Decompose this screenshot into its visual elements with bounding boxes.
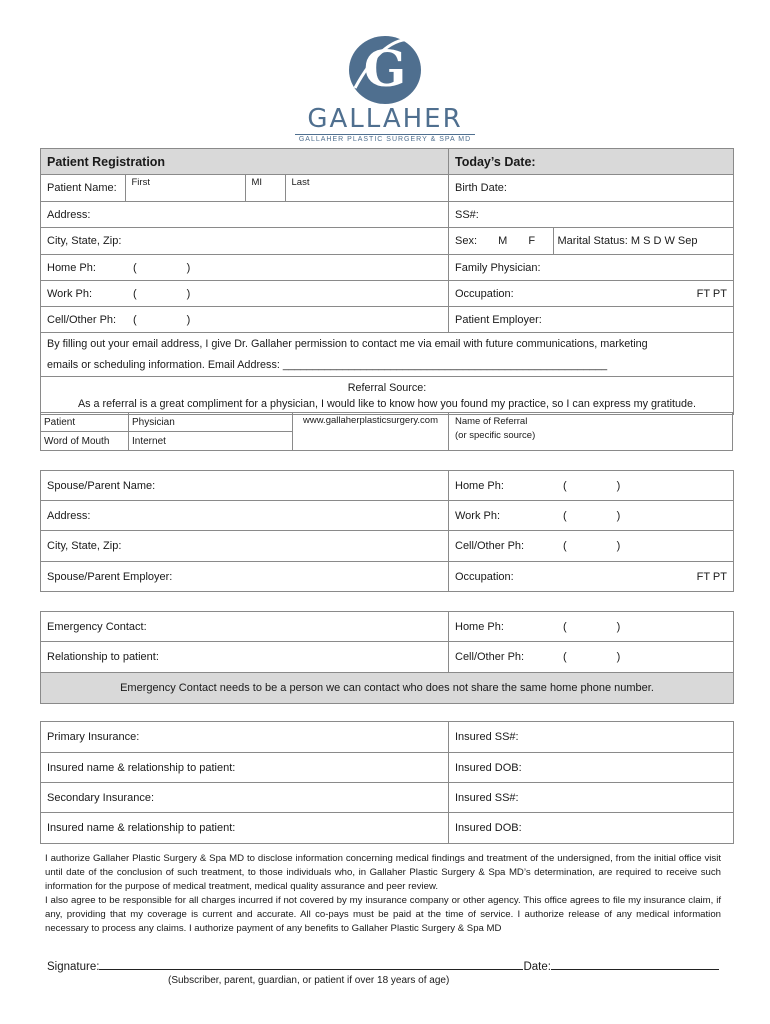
- referral-option-patient[interactable]: Patient: [41, 413, 129, 432]
- referral-title: Referral Source:: [347, 381, 427, 394]
- insurance-table: [40, 721, 734, 844]
- gallaher-g-icon: [345, 28, 425, 108]
- spouse-occupation-field[interactable]: Occupation: FT PT: [449, 562, 734, 592]
- emergency-cell-phone-field[interactable]: Cell/Other Ph: ( ): [449, 642, 734, 673]
- referral-option-internet[interactable]: Internet: [129, 432, 293, 451]
- referral-option-word-of-mouth[interactable]: Word of Mouth: [41, 432, 129, 451]
- emergency-note: Emergency Contact needs to be a person we can contact who does not share the same home phone number.: [41, 673, 734, 704]
- insured-dob-2-field[interactable]: Insured DOB:: [449, 813, 734, 844]
- emergency-home-phone-field[interactable]: Home Ph: ( ): [449, 612, 734, 642]
- city-state-zip-field[interactable]: City, State, Zip:: [41, 228, 449, 255]
- first-name-field[interactable]: First: [125, 175, 245, 201]
- emergency-contact-table: [40, 611, 734, 704]
- ss-field[interactable]: SS#:: [449, 202, 734, 228]
- spouse-ft-pt-option[interactable]: FT PT: [696, 570, 727, 583]
- sex-field[interactable]: Sex: M F: [449, 228, 553, 254]
- signature-date-line[interactable]: [551, 958, 719, 970]
- insured-ss-1-field[interactable]: Insured SS#:: [449, 722, 734, 753]
- cell-phone-field[interactable]: Cell/Other Ph: ( ): [41, 307, 449, 333]
- sex-marital-row: [449, 228, 734, 255]
- email-address-field[interactable]: emails or scheduling information. Email Address: ______________________________________________________: [47, 358, 608, 371]
- referral-subtitle: As a referral is a great compliment for a physician, I would like to know how you found my practice, so I can express my gratitude.: [77, 397, 697, 410]
- todays-date-field[interactable]: Today’s Date:: [449, 149, 734, 175]
- ft-pt-option[interactable]: FT PT: [696, 287, 727, 300]
- secondary-insurance-field[interactable]: Secondary Insurance:: [41, 783, 449, 813]
- family-physician-field[interactable]: Family Physician:: [449, 255, 734, 281]
- patient-name-label: Patient Name:: [47, 182, 117, 194]
- signature-line[interactable]: [99, 958, 523, 970]
- authorization-paragraph-2: I also agree to be responsible for all charges incurred if not covered by my insurance company or other agency. This office agrees to file my insurance claim, if any, providing that my coverage is current and accurate. All co-pays must be paid at the time of service. I authorize release of any medical information necessary to process any claims. I authorize payment of any benefits to Gallaher Plastic Surgery & Spa MD: [45, 895, 721, 934]
- insured-name-2-field[interactable]: Insured name & relationship to patient:: [41, 813, 449, 844]
- svg-text:G: G: [363, 39, 407, 98]
- brand-name: GALLAHER: [307, 104, 463, 134]
- work-phone-field[interactable]: Work Ph: ( ): [41, 281, 449, 307]
- address-field[interactable]: Address:: [41, 202, 449, 228]
- occupation-field[interactable]: Occupation: FT PT: [449, 281, 734, 307]
- referral-option-physician[interactable]: Physician: [129, 413, 293, 432]
- authorization-paragraph-1: I authorize Gallaher Plastic Surgery & Spa MD to disclose information concerning medical findings and treatment of the undersigned, from the initial office visit until date of the conclusion of such treatment, to those individuals who, in Gallaher Plastic Surgery & Spa MD’s determination, are required to receive such information for the purpose of medical treatment, medical quality assurance and peer review.: [45, 853, 721, 892]
- signature-date-label: Date:: [523, 961, 551, 973]
- last-name-field[interactable]: Last: [291, 177, 310, 188]
- spouse-employer-field[interactable]: Spouse/Parent Employer:: [41, 562, 449, 592]
- spouse-parent-table: [40, 470, 734, 592]
- signature-row: [47, 958, 719, 973]
- referral-option-website[interactable]: www.gallaherplasticsurgery.com: [293, 413, 449, 451]
- signature-label: Signature:: [47, 961, 100, 973]
- spouse-home-phone-field[interactable]: Home Ph: ( ): [449, 471, 734, 501]
- spouse-name-field[interactable]: Spouse/Parent Name:: [41, 471, 449, 501]
- home-phone-field[interactable]: Home Ph: ( ): [41, 255, 449, 281]
- spouse-work-phone-field[interactable]: Work Ph: ( ): [449, 501, 734, 531]
- insured-ss-2-field[interactable]: Insured SS#:: [449, 783, 734, 813]
- signature-note: (Subscriber, parent, guardian, or patient if over 18 years of age): [168, 975, 450, 986]
- email-consent[interactable]: By filling out your email address, I give Dr. Gallaher permission to contact me via email with future communications, marketing emails or scheduling information. Email Address: ______________________________________________________: [41, 333, 734, 377]
- marital-status-field[interactable]: Marital Status: M S D W Sep: [557, 235, 698, 247]
- clinic-logo: [290, 28, 480, 144]
- birth-date-field[interactable]: Birth Date:: [449, 175, 734, 202]
- spouse-city-state-zip-field[interactable]: City, State, Zip:: [41, 531, 449, 562]
- referral-options-table: [40, 412, 733, 451]
- authorization-text: [45, 852, 721, 936]
- sex-m-option[interactable]: M: [498, 235, 508, 247]
- patient-employer-field[interactable]: Patient Employer:: [449, 307, 734, 333]
- patient-registration-table: [40, 148, 734, 415]
- middle-initial-field[interactable]: MI: [245, 175, 285, 201]
- spouse-cell-phone-field[interactable]: Cell/Other Ph: ( ): [449, 531, 734, 562]
- relationship-field[interactable]: Relationship to patient:: [41, 642, 449, 673]
- sex-f-option[interactable]: F: [528, 235, 536, 247]
- primary-insurance-field[interactable]: Primary Insurance:: [41, 722, 449, 753]
- referral-name-field[interactable]: Name of Referral (or specific source): [449, 413, 733, 451]
- section-title: Patient Registration: [41, 149, 449, 175]
- brand-tagline: GALLAHER PLASTIC SURGERY & SPA MD: [295, 134, 475, 143]
- spouse-address-field[interactable]: Address:: [41, 501, 449, 531]
- patient-name-row: [41, 175, 449, 202]
- insured-name-1-field[interactable]: Insured name & relationship to patient:: [41, 753, 449, 783]
- referral-header: [41, 377, 734, 415]
- emergency-contact-field[interactable]: Emergency Contact:: [41, 612, 449, 642]
- insured-dob-1-field[interactable]: Insured DOB:: [449, 753, 734, 783]
